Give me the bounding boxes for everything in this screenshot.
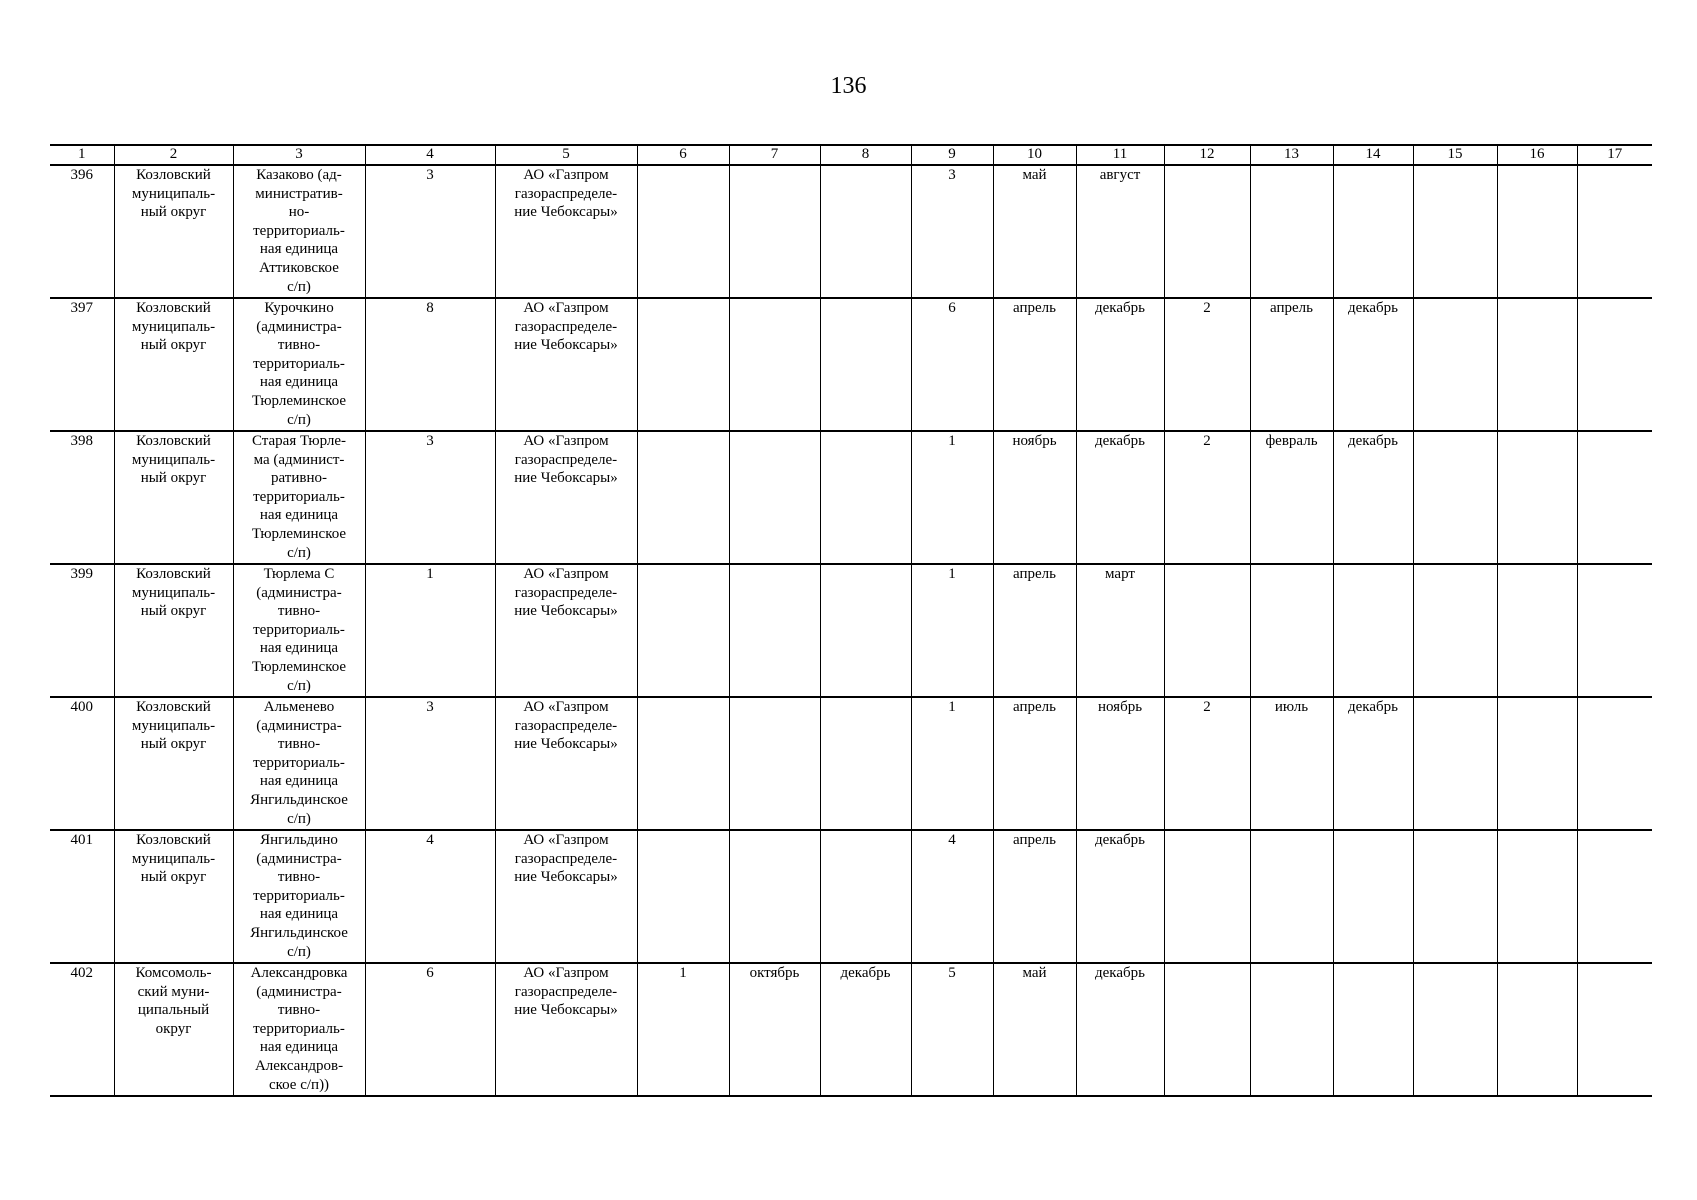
table-cell: 402	[50, 963, 114, 1096]
table-cell: 398	[50, 431, 114, 564]
table-cell: Козловский муниципаль- ный округ	[114, 298, 233, 431]
table-cell: апрель	[993, 830, 1076, 963]
table-cell: май	[993, 165, 1076, 298]
table-cell: 8	[365, 298, 495, 431]
table-cell	[1413, 298, 1497, 431]
table-cell: апрель	[1250, 298, 1333, 431]
table-cell	[1497, 431, 1577, 564]
column-header: 16	[1497, 145, 1577, 165]
table-cell	[1413, 697, 1497, 830]
table-cell	[729, 697, 820, 830]
table-cell: 3	[365, 165, 495, 298]
table-cell	[1164, 963, 1250, 1096]
table-cell	[637, 298, 729, 431]
table-cell: май	[993, 963, 1076, 1096]
table-cell: 1	[911, 697, 993, 830]
table-cell	[637, 165, 729, 298]
table-cell: 401	[50, 830, 114, 963]
table-cell: 1	[365, 564, 495, 697]
table-cell: декабрь	[1076, 830, 1164, 963]
table-cell: июль	[1250, 697, 1333, 830]
table-cell: декабрь	[1333, 697, 1413, 830]
table-cell: Козловский муниципаль- ный округ	[114, 830, 233, 963]
column-header: 7	[729, 145, 820, 165]
table-cell: Александровка (администра- тивно- территориаль- ная единица Александров- ское с/п))	[233, 963, 365, 1096]
table-cell	[1497, 564, 1577, 697]
table-cell	[1497, 165, 1577, 298]
table-cell	[1164, 165, 1250, 298]
table-cell: ноябрь	[1076, 697, 1164, 830]
column-header: 6	[637, 145, 729, 165]
column-header: 5	[495, 145, 637, 165]
table-cell: декабрь	[1076, 431, 1164, 564]
table-cell: апрель	[993, 564, 1076, 697]
table-cell: декабрь	[1333, 431, 1413, 564]
table-cell: октябрь	[729, 963, 820, 1096]
table-cell	[1164, 564, 1250, 697]
table-cell	[1250, 963, 1333, 1096]
table-cell	[1413, 830, 1497, 963]
table-cell	[637, 830, 729, 963]
table-cell: 6	[911, 298, 993, 431]
column-header: 9	[911, 145, 993, 165]
table-cell: 1	[637, 963, 729, 1096]
table-cell: февраль	[1250, 431, 1333, 564]
table-cell	[1333, 564, 1413, 697]
table-cell: АО «Газпром газораспределе- ние Чебоксары»	[495, 165, 637, 298]
table-cell: март	[1076, 564, 1164, 697]
table-cell	[820, 697, 911, 830]
table-cell: АО «Газпром газораспределе- ние Чебоксары»	[495, 298, 637, 431]
table-body	[50, 165, 1652, 1096]
table-cell: 2	[1164, 431, 1250, 564]
table-cell: апрель	[993, 697, 1076, 830]
column-number-row	[50, 145, 1652, 165]
table-row	[50, 165, 1652, 298]
table-cell	[1577, 564, 1652, 697]
column-header: 13	[1250, 145, 1333, 165]
column-header: 12	[1164, 145, 1250, 165]
table-cell	[820, 564, 911, 697]
table-cell	[820, 165, 911, 298]
table-cell	[637, 431, 729, 564]
table-cell	[1497, 963, 1577, 1096]
table-cell: АО «Газпром газораспределе- ние Чебоксары»	[495, 431, 637, 564]
table-cell	[1577, 165, 1652, 298]
table-cell: 3	[911, 165, 993, 298]
table-row	[50, 830, 1652, 963]
table-cell: декабрь	[1076, 298, 1164, 431]
table-cell	[729, 298, 820, 431]
table-cell	[1497, 830, 1577, 963]
table-cell: Комсомоль- ский муни- ципальный округ	[114, 963, 233, 1096]
table-cell	[729, 431, 820, 564]
table-cell	[1577, 963, 1652, 1096]
table-cell: Казаково (ад- министратив- но- территориаль- ная единица Аттиковское с/п)	[233, 165, 365, 298]
table-cell: 4	[365, 830, 495, 963]
table-cell	[1413, 564, 1497, 697]
table-cell	[1250, 830, 1333, 963]
table-cell	[1250, 165, 1333, 298]
table-cell	[1333, 963, 1413, 1096]
table-cell: Курочкино (администра- тивно- территориаль- ная единица Тюрлеминское с/п)	[233, 298, 365, 431]
table-cell	[1497, 298, 1577, 431]
table-cell: АО «Газпром газораспределе- ние Чебоксары»	[495, 564, 637, 697]
table-cell: 396	[50, 165, 114, 298]
table-cell	[820, 431, 911, 564]
table-cell: 400	[50, 697, 114, 830]
table-row	[50, 298, 1652, 431]
table-cell: 399	[50, 564, 114, 697]
table-cell: 3	[365, 697, 495, 830]
table-cell: 397	[50, 298, 114, 431]
table-cell	[820, 830, 911, 963]
table-cell: 6	[365, 963, 495, 1096]
column-header: 3	[233, 145, 365, 165]
table-cell: 2	[1164, 697, 1250, 830]
table-cell	[1497, 697, 1577, 830]
table-cell: Тюрлема С (администра- тивно- территориаль- ная единица Тюрлеминское с/п)	[233, 564, 365, 697]
table-cell	[1577, 830, 1652, 963]
data-table	[50, 144, 1652, 1097]
table-cell: декабрь	[820, 963, 911, 1096]
table-cell	[1164, 830, 1250, 963]
table-cell	[1413, 165, 1497, 298]
table-cell: Янгильдино (администра- тивно- территориаль- ная единица Янгильдинское с/п)	[233, 830, 365, 963]
table-cell: 3	[365, 431, 495, 564]
table-cell	[729, 830, 820, 963]
column-header: 11	[1076, 145, 1164, 165]
table-cell: декабрь	[1333, 298, 1413, 431]
table-cell	[1577, 298, 1652, 431]
column-header: 8	[820, 145, 911, 165]
page-number: 136	[830, 73, 867, 99]
table-cell: 4	[911, 830, 993, 963]
table-cell	[1333, 165, 1413, 298]
table-cell: АО «Газпром газораспределе- ние Чебоксары»	[495, 963, 637, 1096]
table-row	[50, 697, 1652, 830]
column-header: 2	[114, 145, 233, 165]
table-row	[50, 564, 1652, 697]
table-cell	[1577, 697, 1652, 830]
table-cell: 2	[1164, 298, 1250, 431]
table-cell: декабрь	[1076, 963, 1164, 1096]
table-cell	[1333, 830, 1413, 963]
table-cell: Альменево (администра- тивно- территориаль- ная единица Янгильдинское с/п)	[233, 697, 365, 830]
table-cell: апрель	[993, 298, 1076, 431]
table-cell: АО «Газпром газораспределе- ние Чебоксары»	[495, 830, 637, 963]
column-header: 1	[50, 145, 114, 165]
column-header: 4	[365, 145, 495, 165]
table-cell: Козловский муниципаль- ный округ	[114, 431, 233, 564]
table-cell: Козловский муниципаль- ный округ	[114, 165, 233, 298]
table-cell: ноябрь	[993, 431, 1076, 564]
table-cell: Старая Тюрле- ма (админист- ративно- территориаль- ная единица Тюрлеминское с/п)	[233, 431, 365, 564]
column-header: 10	[993, 145, 1076, 165]
table-cell	[1413, 431, 1497, 564]
table-cell: 5	[911, 963, 993, 1096]
table-cell: Козловский муниципаль- ный округ	[114, 564, 233, 697]
table-cell	[1413, 963, 1497, 1096]
table-cell	[1577, 431, 1652, 564]
table-cell: Козловский муниципаль- ный округ	[114, 697, 233, 830]
table-cell	[1250, 564, 1333, 697]
table-cell	[820, 298, 911, 431]
table-row	[50, 431, 1652, 564]
table-cell	[729, 564, 820, 697]
table-cell	[729, 165, 820, 298]
table-cell	[637, 697, 729, 830]
table-cell: 1	[911, 431, 993, 564]
column-header: 15	[1413, 145, 1497, 165]
table-cell	[637, 564, 729, 697]
column-header: 17	[1577, 145, 1652, 165]
table-cell: август	[1076, 165, 1164, 298]
column-header: 14	[1333, 145, 1413, 165]
table-cell: 1	[911, 564, 993, 697]
table-row	[50, 963, 1652, 1096]
table-cell: АО «Газпром газораспределе- ние Чебоксары»	[495, 697, 637, 830]
